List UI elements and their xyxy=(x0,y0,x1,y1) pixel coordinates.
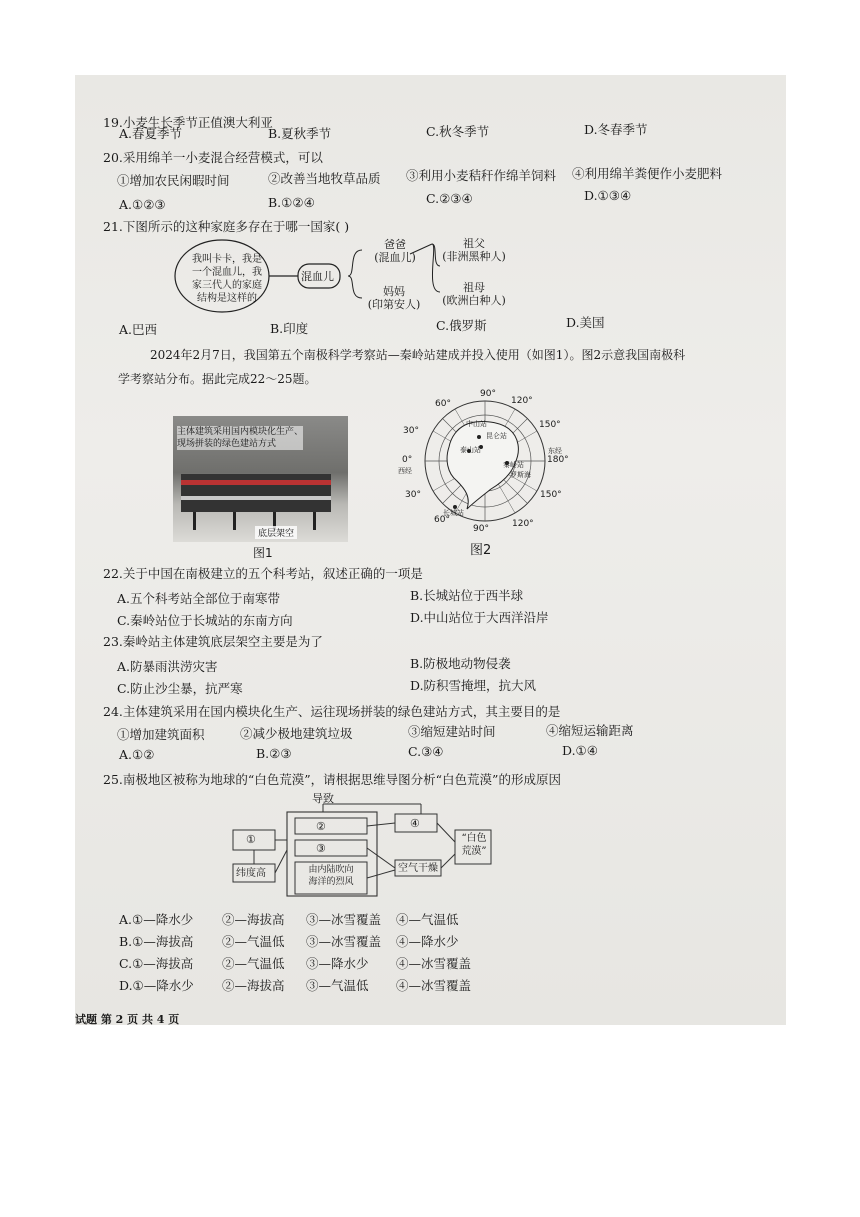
figure-2-caption: 图2 xyxy=(470,543,492,558)
building-stripe xyxy=(181,480,331,485)
stilt xyxy=(313,512,316,530)
lon-label: 150° xyxy=(539,420,561,430)
q20-item-4: ④利用绵羊粪便作小麦肥料 xyxy=(572,166,723,181)
q24-option-a: A.①② xyxy=(119,747,155,762)
q23-option-d: D.防积雪掩埋，抗大风 xyxy=(410,678,537,693)
building-stripe xyxy=(181,496,331,500)
option-part: ④—冰雪覆盖 xyxy=(396,956,472,971)
option-part: ③—气温低 xyxy=(306,978,369,993)
mindmap-result xyxy=(457,832,491,858)
q23-option-b: B.防极地动物侵袭 xyxy=(410,656,511,671)
mindmap-box-1: ① xyxy=(246,833,256,846)
result-line: “白色 xyxy=(461,833,487,844)
bubble-line: 结构是这样的 xyxy=(197,293,257,304)
q24-stem: 24.主体建筑采用在国内模块化生产、运往现场拼装的绿色建站方式，其主要目的是 xyxy=(103,704,561,719)
lon-label: 30° xyxy=(403,426,419,436)
result-line: 荒漠” xyxy=(461,846,487,857)
option-part: ③—冰雪覆盖 xyxy=(306,934,382,949)
option-part: ②—气温低 xyxy=(222,934,285,949)
lon-label: 180° xyxy=(547,455,569,465)
station-label: 中山站 xyxy=(466,420,487,428)
q23-option-a: A.防暴雨洪涝灾害 xyxy=(117,659,218,674)
q21-stem: 21.下图所示的这种家庭多存在于哪一国家( ) xyxy=(103,219,350,234)
q20-option-a: A.①②③ xyxy=(119,197,166,212)
q19-option-c: C.秋冬季节 xyxy=(426,124,490,139)
q22-option-b: B.长城站位于西半球 xyxy=(410,588,524,603)
q19-option-b: B.夏秋季节 xyxy=(268,126,332,141)
option-part: C.①—海拔高 xyxy=(119,956,194,971)
option-part: D.①—降水少 xyxy=(119,978,194,993)
lon-label: 120° xyxy=(511,396,533,406)
bubble-line: 我叫卡卡，我是 xyxy=(192,254,262,265)
option-part: ④—降水少 xyxy=(396,934,459,949)
grandmother-node xyxy=(438,281,510,307)
father-label: 爸爸 xyxy=(384,238,406,251)
q24-option-c: C.③④ xyxy=(408,744,444,759)
q20-option-c: C.②③④ xyxy=(426,191,473,206)
page-footer: 试题 第 2 页 共 4 页 xyxy=(75,1013,180,1026)
lon-label: 90° xyxy=(473,524,489,534)
option-part: B.①—海拔高 xyxy=(119,934,194,949)
west-longitude-label: 西经 xyxy=(398,467,412,475)
mindmap-box-4: ④ xyxy=(410,817,420,830)
q24-item-1: ①增加建筑面积 xyxy=(117,727,205,742)
q20-item-1: ①增加农民闲暇时间 xyxy=(117,173,230,188)
q22-option-a: A.五个科考站全部位于南寒带 xyxy=(117,591,281,606)
station-marker xyxy=(477,435,481,439)
qinling-station-photo xyxy=(173,416,348,542)
overlay-line: 主体建筑采用国内模块化生产、 xyxy=(177,427,304,437)
option-part: A.①—降水少 xyxy=(119,912,194,927)
bubble-line: 家三代人的家庭 xyxy=(192,280,262,291)
lon-label: 150° xyxy=(540,490,562,500)
q21-option-d: D.美国 xyxy=(566,315,605,330)
mother-label: 妈妈 xyxy=(383,285,405,298)
q20-item-2: ②改善当地牧草品质 xyxy=(268,171,381,186)
sea-label: 罗斯海 xyxy=(510,471,531,479)
intro-line-2: 学考察站分布。据此完成22～25题。 xyxy=(118,372,317,386)
mindmap-dry-air: 空气干燥 xyxy=(398,863,438,874)
mindmap-box-3: ③ xyxy=(316,842,326,855)
station-label: 泰山站 xyxy=(460,446,481,454)
q24-option-b: B.②③ xyxy=(256,746,292,761)
q19-stem: 19.小麦生长季节正值澳大利亚 xyxy=(103,115,273,130)
q20-stem: 20.采用绵羊一小麦混合经营模式，可以 xyxy=(103,150,323,165)
q19-option-d: D.冬春季节 xyxy=(584,122,648,137)
q25-stem: 25.南极地区被称为地球的“白色荒漠”，请根据思维导图分析“白色荒漠”的形成原因 xyxy=(103,772,561,787)
q22-option-d: D.中山站位于大西洋沿岸 xyxy=(410,610,549,625)
q21-option-a: A.巴西 xyxy=(119,322,158,337)
father-node xyxy=(370,238,420,264)
lon-label: 60° xyxy=(434,515,450,525)
lon-label: 0° xyxy=(402,455,413,465)
q19-option-a: A.春夏季节 xyxy=(119,126,183,141)
overlay-line: 现场拼装的绿色建站方式 xyxy=(177,439,277,449)
grandfather-node xyxy=(438,237,510,263)
mother-desc: (印第安人) xyxy=(367,298,421,311)
option-part: ③—冰雪覆盖 xyxy=(306,912,382,927)
q23-stem: 23.秦岭站主体建筑底层架空主要是为了 xyxy=(103,634,323,649)
option-part: ②—海拔高 xyxy=(222,978,285,993)
photo-bottom-label: 底层架空 xyxy=(255,526,297,539)
stilt xyxy=(233,512,236,530)
station-label: 昆仑站 xyxy=(486,432,507,440)
figure-1-caption: 图1 xyxy=(253,546,273,560)
mindmap-high-latitude: 纬度高 xyxy=(236,868,266,879)
option-part: ④—冰雪覆盖 xyxy=(396,978,472,993)
mindmap-box-2: ② xyxy=(316,820,326,833)
q21-option-c: C.俄罗斯 xyxy=(436,318,487,333)
grandmother-desc: (欧洲白种人) xyxy=(442,294,506,307)
mindmap-katabatic-wind xyxy=(298,864,364,888)
q24-item-2: ②减少极地建筑垃圾 xyxy=(240,726,353,741)
option-part: ②—海拔高 xyxy=(222,912,285,927)
wind-line: 海洋的烈风 xyxy=(308,877,354,887)
mother-node xyxy=(364,285,424,311)
kaka-speech-bubble xyxy=(192,253,262,305)
father-desc: (混血儿) xyxy=(374,251,416,264)
q21-option-b: B.印度 xyxy=(270,321,309,336)
station-label: 秦岭站 xyxy=(503,461,524,469)
lon-label: 90° xyxy=(480,389,496,399)
grandmother-label: 祖母 xyxy=(463,281,485,294)
option-part: ②—气温低 xyxy=(222,956,285,971)
east-longitude-label: 东经 xyxy=(548,447,562,455)
mindmap-cause-label: 导致 xyxy=(312,792,334,805)
q20-option-b: B.①②④ xyxy=(268,195,315,210)
q20-item-3: ③利用小麦秸秆作绵羊饲料 xyxy=(406,168,557,183)
q24-option-d: D.①④ xyxy=(562,743,598,758)
q22-stem: 22.关于中国在南极建立的五个科考站，叙述正确的一项是 xyxy=(103,566,423,581)
q20-option-d: D.①③④ xyxy=(584,188,632,203)
lon-label: 60° xyxy=(435,399,451,409)
photo-overlay-text xyxy=(177,426,303,450)
q22-option-c: C.秦岭站位于长城站的东南方向 xyxy=(117,613,293,628)
wind-line: 由内陆吹向 xyxy=(308,865,354,875)
grandfather-label: 祖父 xyxy=(463,237,485,250)
option-part: ③—降水少 xyxy=(306,956,369,971)
intro-line-1: 2024年2月7日，我国第五个南极科学考察站—秦岭站建成并投入使用（如图1）。图2示意我国南极科 xyxy=(150,348,686,362)
station-label: 长城站 xyxy=(443,509,464,517)
bubble-line: 一个混血儿，我 xyxy=(192,267,262,278)
q24-item-4: ④缩短运输距离 xyxy=(546,723,634,738)
option-part: ④—气温低 xyxy=(396,912,459,927)
lon-label: 120° xyxy=(512,519,534,529)
grandfather-desc: (非洲黑种人) xyxy=(442,250,506,263)
lon-label: 30° xyxy=(405,490,421,500)
self-node: 混血儿 xyxy=(301,270,334,283)
q24-item-3: ③缩短建站时间 xyxy=(408,724,496,739)
q23-option-c: C.防止沙尘暴，抗严寒 xyxy=(117,681,243,696)
stilt xyxy=(193,512,196,530)
